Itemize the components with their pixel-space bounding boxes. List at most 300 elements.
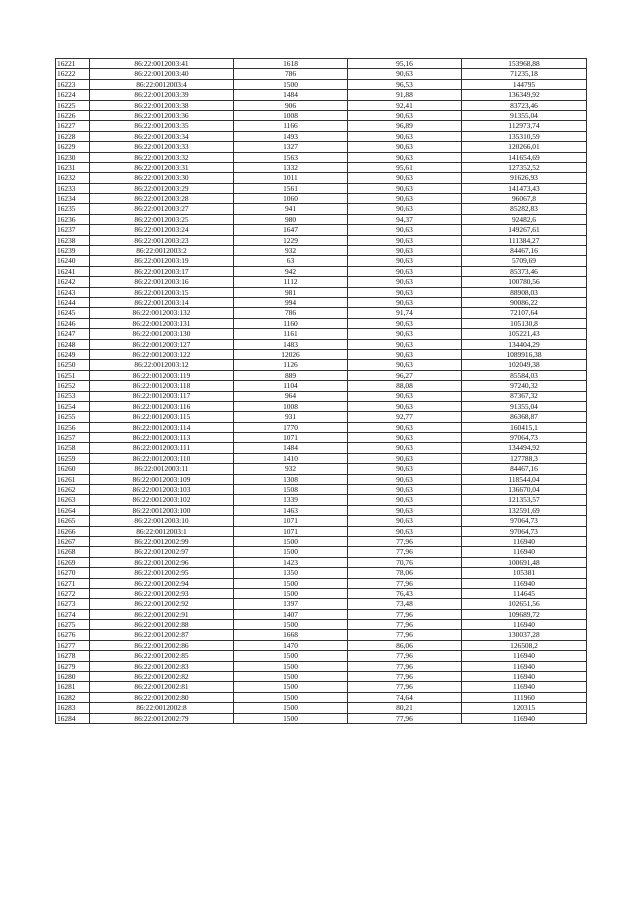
area-cell: 1339 xyxy=(234,495,348,505)
row-number-cell: 16277 xyxy=(56,640,90,650)
rate-cell: 90,63 xyxy=(348,246,462,256)
row-number-cell: 16264 xyxy=(56,505,90,515)
rate-cell: 77,96 xyxy=(348,672,462,682)
row-number-cell: 16253 xyxy=(56,391,90,401)
rate-cell: 90,63 xyxy=(348,204,462,214)
table-row xyxy=(56,547,587,557)
cadastral-number-cell: 86:22:0012003:127 xyxy=(90,339,234,349)
cadastral-number-cell: 86:22:0012002:86 xyxy=(90,640,234,650)
area-cell: 980 xyxy=(234,214,348,224)
row-number-cell: 16225 xyxy=(56,100,90,110)
rate-cell: 77,96 xyxy=(348,661,462,671)
cadastral-number-cell: 86:22:0012003:17 xyxy=(90,266,234,276)
rate-cell: 90,63 xyxy=(348,433,462,443)
rate-cell: 73,48 xyxy=(348,599,462,609)
row-number-cell: 16238 xyxy=(56,235,90,245)
table-row xyxy=(56,59,587,69)
value-cell: 1089916,38 xyxy=(462,349,587,359)
rate-cell: 90,63 xyxy=(348,329,462,339)
value-cell: 134404,29 xyxy=(462,339,587,349)
area-cell: 994 xyxy=(234,297,348,307)
value-cell: 97240,32 xyxy=(462,381,587,391)
area-cell: 1060 xyxy=(234,194,348,204)
area-cell: 1500 xyxy=(234,692,348,702)
value-cell: 116940 xyxy=(462,578,587,588)
value-cell: 114645 xyxy=(462,588,587,598)
cadastral-number-cell: 86:22:0012003:109 xyxy=(90,474,234,484)
cadastral-number-cell: 86:22:0012003:1 xyxy=(90,526,234,536)
table-row xyxy=(56,318,587,328)
cadastral-number-cell: 86:22:0012002:95 xyxy=(90,568,234,578)
cadastral-number-cell: 86:22:0012003:27 xyxy=(90,204,234,214)
rate-cell: 90,63 xyxy=(348,495,462,505)
row-number-cell: 16240 xyxy=(56,256,90,266)
table-row xyxy=(56,183,587,193)
rate-cell: 76,43 xyxy=(348,588,462,598)
cadastral-number-cell: 86:22:0012003:38 xyxy=(90,100,234,110)
table-row xyxy=(56,672,587,682)
rate-cell: 90,63 xyxy=(348,266,462,276)
rate-cell: 96,53 xyxy=(348,79,462,89)
rate-cell: 96,27 xyxy=(348,370,462,380)
area-cell: 12026 xyxy=(234,349,348,359)
cadastral-number-cell: 86:22:0012003:19 xyxy=(90,256,234,266)
cadastral-number-cell: 86:22:0012002:82 xyxy=(90,672,234,682)
rate-cell: 77,96 xyxy=(348,578,462,588)
rate-cell: 94,37 xyxy=(348,214,462,224)
table-row xyxy=(56,214,587,224)
row-number-cell: 16229 xyxy=(56,142,90,152)
table-row xyxy=(56,79,587,89)
area-cell: 964 xyxy=(234,391,348,401)
table-row xyxy=(56,412,587,422)
value-cell: 111960 xyxy=(462,692,587,702)
value-cell: 130037,28 xyxy=(462,630,587,640)
rate-cell: 90,63 xyxy=(348,235,462,245)
rate-cell: 95,61 xyxy=(348,162,462,172)
area-cell: 889 xyxy=(234,370,348,380)
table-row xyxy=(56,495,587,505)
cadastral-number-cell: 86:22:0012003:122 xyxy=(90,349,234,359)
area-cell: 932 xyxy=(234,464,348,474)
table-row xyxy=(56,235,587,245)
row-number-cell: 16223 xyxy=(56,79,90,89)
value-cell: 149267,61 xyxy=(462,225,587,235)
row-number-cell: 16221 xyxy=(56,59,90,69)
row-number-cell: 16255 xyxy=(56,412,90,422)
cadastral-number-cell: 86:22:0012003:130 xyxy=(90,329,234,339)
cadastral-number-cell: 86:22:0012003:41 xyxy=(90,59,234,69)
area-cell: 1647 xyxy=(234,225,348,235)
area-cell: 1493 xyxy=(234,131,348,141)
row-number-cell: 16263 xyxy=(56,495,90,505)
area-cell: 1008 xyxy=(234,110,348,120)
table-row xyxy=(56,162,587,172)
value-cell: 102049,38 xyxy=(462,360,587,370)
value-cell: 132591,69 xyxy=(462,505,587,515)
area-cell: 931 xyxy=(234,412,348,422)
rate-cell: 86,06 xyxy=(348,640,462,650)
cadastral-number-cell: 86:22:0012003:15 xyxy=(90,287,234,297)
value-cell: 127352,52 xyxy=(462,162,587,172)
rate-cell: 77,96 xyxy=(348,620,462,630)
area-cell: 1071 xyxy=(234,433,348,443)
rate-cell: 91,88 xyxy=(348,90,462,100)
rate-cell: 91,74 xyxy=(348,308,462,318)
row-number-cell: 16237 xyxy=(56,225,90,235)
area-cell: 786 xyxy=(234,69,348,79)
row-number-cell: 16246 xyxy=(56,318,90,328)
table-row xyxy=(56,609,587,619)
area-cell: 1397 xyxy=(234,599,348,609)
value-cell: 85282,83 xyxy=(462,204,587,214)
rate-cell: 90,63 xyxy=(348,339,462,349)
rate-cell: 90,63 xyxy=(348,526,462,536)
area-cell: 1770 xyxy=(234,422,348,432)
cadastral-number-cell: 86:22:0012003:40 xyxy=(90,69,234,79)
cadastral-number-cell: 86:22:0012003:30 xyxy=(90,173,234,183)
row-number-cell: 16228 xyxy=(56,131,90,141)
rate-cell: 78,06 xyxy=(348,568,462,578)
row-number-cell: 16236 xyxy=(56,214,90,224)
table-row xyxy=(56,464,587,474)
cadastral-number-cell: 86:22:0012002:81 xyxy=(90,682,234,692)
table-row xyxy=(56,474,587,484)
rate-cell: 90,63 xyxy=(348,453,462,463)
table-row xyxy=(56,277,587,287)
rate-cell: 77,96 xyxy=(348,651,462,661)
rate-cell: 77,96 xyxy=(348,547,462,557)
cadastral-number-cell: 86:22:0012002:97 xyxy=(90,547,234,557)
cadastral-number-cell: 86:22:0012002:96 xyxy=(90,557,234,567)
table-row xyxy=(56,640,587,650)
table-body xyxy=(56,59,587,724)
rate-cell: 77,96 xyxy=(348,630,462,640)
row-number-cell: 16268 xyxy=(56,547,90,557)
value-cell: 116940 xyxy=(462,672,587,682)
value-cell: 105130,8 xyxy=(462,318,587,328)
rate-cell: 90,63 xyxy=(348,485,462,495)
rate-cell: 90,63 xyxy=(348,297,462,307)
rate-cell: 90,63 xyxy=(348,256,462,266)
area-cell: 906 xyxy=(234,100,348,110)
row-number-cell: 16226 xyxy=(56,110,90,120)
table-row xyxy=(56,599,587,609)
area-cell: 1327 xyxy=(234,142,348,152)
cadastral-number-cell: 86:22:0012002:79 xyxy=(90,713,234,723)
rate-cell: 77,96 xyxy=(348,713,462,723)
area-cell: 1104 xyxy=(234,381,348,391)
row-number-cell: 16265 xyxy=(56,516,90,526)
table-row xyxy=(56,204,587,214)
rate-cell: 90,63 xyxy=(348,225,462,235)
area-cell: 942 xyxy=(234,266,348,276)
cadastral-number-cell: 86:22:0012002:92 xyxy=(90,599,234,609)
table-row xyxy=(56,121,587,131)
row-number-cell: 16252 xyxy=(56,381,90,391)
rate-cell: 80,21 xyxy=(348,703,462,713)
table-row xyxy=(56,370,587,380)
value-cell: 91355,04 xyxy=(462,110,587,120)
area-cell: 1500 xyxy=(234,588,348,598)
row-number-cell: 16251 xyxy=(56,370,90,380)
area-cell: 981 xyxy=(234,287,348,297)
row-number-cell: 16241 xyxy=(56,266,90,276)
row-number-cell: 16279 xyxy=(56,661,90,671)
table-row xyxy=(56,360,587,370)
row-number-cell: 16270 xyxy=(56,568,90,578)
table-row xyxy=(56,69,587,79)
row-number-cell: 16222 xyxy=(56,69,90,79)
table-row xyxy=(56,297,587,307)
row-number-cell: 16224 xyxy=(56,90,90,100)
rate-cell: 90,63 xyxy=(348,505,462,515)
rate-cell: 90,63 xyxy=(348,110,462,120)
table-row xyxy=(56,630,587,640)
rate-cell: 90,63 xyxy=(348,443,462,453)
rate-cell: 88,08 xyxy=(348,381,462,391)
table-row xyxy=(56,661,587,671)
rate-cell: 96,89 xyxy=(348,121,462,131)
cadastral-number-cell: 86:22:0012003:100 xyxy=(90,505,234,515)
area-cell: 1071 xyxy=(234,526,348,536)
table-row xyxy=(56,100,587,110)
area-cell: 1500 xyxy=(234,661,348,671)
value-cell: 136670,04 xyxy=(462,485,587,495)
area-cell: 1308 xyxy=(234,474,348,484)
row-number-cell: 16244 xyxy=(56,297,90,307)
area-cell: 1500 xyxy=(234,536,348,546)
value-cell: 91355,04 xyxy=(462,401,587,411)
table-row xyxy=(56,110,587,120)
value-cell: 72107,64 xyxy=(462,308,587,318)
row-number-cell: 16281 xyxy=(56,682,90,692)
area-cell: 1160 xyxy=(234,318,348,328)
rate-cell: 74,64 xyxy=(348,692,462,702)
area-cell: 1484 xyxy=(234,443,348,453)
area-cell: 1350 xyxy=(234,568,348,578)
table-row xyxy=(56,131,587,141)
rate-cell: 77,96 xyxy=(348,682,462,692)
table-row xyxy=(56,329,587,339)
value-cell: 116940 xyxy=(462,682,587,692)
table-row xyxy=(56,682,587,692)
row-number-cell: 16269 xyxy=(56,557,90,567)
table-row xyxy=(56,578,587,588)
value-cell: 141654,69 xyxy=(462,152,587,162)
row-number-cell: 16271 xyxy=(56,578,90,588)
row-number-cell: 16274 xyxy=(56,609,90,619)
area-cell: 1561 xyxy=(234,183,348,193)
area-cell: 1463 xyxy=(234,505,348,515)
value-cell: 105381 xyxy=(462,568,587,578)
area-cell: 1423 xyxy=(234,557,348,567)
table-row xyxy=(56,287,587,297)
table-row xyxy=(56,713,587,723)
row-number-cell: 16275 xyxy=(56,620,90,630)
cadastral-number-cell: 86:22:0012003:10 xyxy=(90,516,234,526)
row-number-cell: 16247 xyxy=(56,329,90,339)
value-cell: 153968,88 xyxy=(462,59,587,69)
area-cell: 1500 xyxy=(234,620,348,630)
rate-cell: 70,76 xyxy=(348,557,462,567)
cadastral-number-cell: 86:22:0012003:119 xyxy=(90,370,234,380)
row-number-cell: 16239 xyxy=(56,246,90,256)
rate-cell: 92,41 xyxy=(348,100,462,110)
rate-cell: 77,96 xyxy=(348,609,462,619)
cadastral-number-cell: 86:22:0012003:131 xyxy=(90,318,234,328)
rate-cell: 90,63 xyxy=(348,183,462,193)
value-cell: 116940 xyxy=(462,651,587,661)
value-cell: 83723,46 xyxy=(462,100,587,110)
rate-cell: 90,63 xyxy=(348,401,462,411)
row-number-cell: 16227 xyxy=(56,121,90,131)
rate-cell: 90,63 xyxy=(348,474,462,484)
cadastral-number-cell: 86:22:0012003:12 xyxy=(90,360,234,370)
table-row xyxy=(56,225,587,235)
cadastral-number-cell: 86:22:0012003:102 xyxy=(90,495,234,505)
row-number-cell: 16278 xyxy=(56,651,90,661)
cadastral-number-cell: 86:22:0012003:35 xyxy=(90,121,234,131)
table-row xyxy=(56,557,587,567)
value-cell: 86368,87 xyxy=(462,412,587,422)
rate-cell: 90,63 xyxy=(348,360,462,370)
value-cell: 71235,18 xyxy=(462,69,587,79)
row-number-cell: 16261 xyxy=(56,474,90,484)
value-cell: 136349,92 xyxy=(462,90,587,100)
rate-cell: 95,16 xyxy=(348,59,462,69)
cadastral-number-cell: 86:22:0012003:110 xyxy=(90,453,234,463)
area-cell: 1071 xyxy=(234,516,348,526)
cadastral-number-cell: 86:22:0012003:23 xyxy=(90,235,234,245)
row-number-cell: 16248 xyxy=(56,339,90,349)
table-row xyxy=(56,588,587,598)
value-cell: 5709,69 xyxy=(462,256,587,266)
area-cell: 1500 xyxy=(234,651,348,661)
value-cell: 111384,27 xyxy=(462,235,587,245)
area-cell: 1563 xyxy=(234,152,348,162)
table-row xyxy=(56,391,587,401)
area-cell: 1483 xyxy=(234,339,348,349)
rate-cell: 90,63 xyxy=(348,131,462,141)
cadastral-number-cell: 86:22:0012003:111 xyxy=(90,443,234,453)
cadastral-number-cell: 86:22:0012003:28 xyxy=(90,194,234,204)
cadastral-number-cell: 86:22:0012002:88 xyxy=(90,620,234,630)
area-cell: 1508 xyxy=(234,485,348,495)
rate-cell: 90,63 xyxy=(348,173,462,183)
rate-cell: 90,63 xyxy=(348,287,462,297)
value-cell: 100780,56 xyxy=(462,277,587,287)
row-number-cell: 16272 xyxy=(56,588,90,598)
value-cell: 121353,57 xyxy=(462,495,587,505)
table-row xyxy=(56,308,587,318)
row-number-cell: 16257 xyxy=(56,433,90,443)
value-cell: 116940 xyxy=(462,536,587,546)
value-cell: 126508,2 xyxy=(462,640,587,650)
row-number-cell: 16283 xyxy=(56,703,90,713)
rate-cell: 90,63 xyxy=(348,194,462,204)
table-row xyxy=(56,349,587,359)
cadastral-number-cell: 86:22:0012003:132 xyxy=(90,308,234,318)
table-row xyxy=(56,422,587,432)
value-cell: 100691,48 xyxy=(462,557,587,567)
rate-cell: 90,63 xyxy=(348,422,462,432)
cadastral-number-cell: 86:22:0012003:118 xyxy=(90,381,234,391)
cadastral-number-cell: 86:22:0012003:39 xyxy=(90,90,234,100)
rate-cell: 90,63 xyxy=(348,349,462,359)
area-cell: 1500 xyxy=(234,682,348,692)
area-cell: 1500 xyxy=(234,79,348,89)
rate-cell: 90,63 xyxy=(348,69,462,79)
value-cell: 102651,56 xyxy=(462,599,587,609)
table-row xyxy=(56,516,587,526)
table-row xyxy=(56,692,587,702)
table-row xyxy=(56,152,587,162)
value-cell: 116940 xyxy=(462,547,587,557)
value-cell: 97064,73 xyxy=(462,526,587,536)
row-number-cell: 16256 xyxy=(56,422,90,432)
table-row xyxy=(56,256,587,266)
value-cell: 127788,3 xyxy=(462,453,587,463)
value-cell: 135310,59 xyxy=(462,131,587,141)
cadastral-number-cell: 86:22:0012003:103 xyxy=(90,485,234,495)
row-number-cell: 16231 xyxy=(56,162,90,172)
area-cell: 1229 xyxy=(234,235,348,245)
area-cell: 1332 xyxy=(234,162,348,172)
rate-cell: 77,96 xyxy=(348,536,462,546)
cadastral-number-cell: 86:22:0012003:14 xyxy=(90,297,234,307)
cadastral-number-cell: 86:22:0012003:11 xyxy=(90,464,234,474)
value-cell: 134494,92 xyxy=(462,443,587,453)
document-page xyxy=(55,58,586,724)
cadastral-number-cell: 86:22:0012003:117 xyxy=(90,391,234,401)
rate-cell: 90,63 xyxy=(348,516,462,526)
cadastral-number-cell: 86:22:0012002:99 xyxy=(90,536,234,546)
table-row xyxy=(56,266,587,276)
value-cell: 97064,73 xyxy=(462,516,587,526)
cadastral-number-cell: 86:22:0012003:16 xyxy=(90,277,234,287)
table-row xyxy=(56,173,587,183)
value-cell: 88908,03 xyxy=(462,287,587,297)
area-cell: 1011 xyxy=(234,173,348,183)
cadastral-number-cell: 86:22:0012002:83 xyxy=(90,661,234,671)
value-cell: 105221,43 xyxy=(462,329,587,339)
cadastral-number-cell: 86:22:0012003:33 xyxy=(90,142,234,152)
area-cell: 941 xyxy=(234,204,348,214)
area-cell: 1470 xyxy=(234,640,348,650)
cadastral-number-cell: 86:22:0012003:114 xyxy=(90,422,234,432)
area-cell: 1407 xyxy=(234,609,348,619)
rate-cell: 92,77 xyxy=(348,412,462,422)
row-number-cell: 16250 xyxy=(56,360,90,370)
rate-cell: 90,63 xyxy=(348,277,462,287)
cadastral-value-table xyxy=(55,58,587,724)
table-row xyxy=(56,443,587,453)
row-number-cell: 16242 xyxy=(56,277,90,287)
rate-cell: 90,63 xyxy=(348,142,462,152)
table-row xyxy=(56,194,587,204)
cadastral-number-cell: 86:22:0012003:31 xyxy=(90,162,234,172)
value-cell: 118544,04 xyxy=(462,474,587,484)
value-cell: 97064,73 xyxy=(462,433,587,443)
value-cell: 87367,32 xyxy=(462,391,587,401)
table-row xyxy=(56,485,587,495)
cadastral-number-cell: 86:22:0012003:36 xyxy=(90,110,234,120)
value-cell: 116940 xyxy=(462,713,587,723)
table-row xyxy=(56,620,587,630)
value-cell: 144795 xyxy=(462,79,587,89)
area-cell: 1500 xyxy=(234,713,348,723)
